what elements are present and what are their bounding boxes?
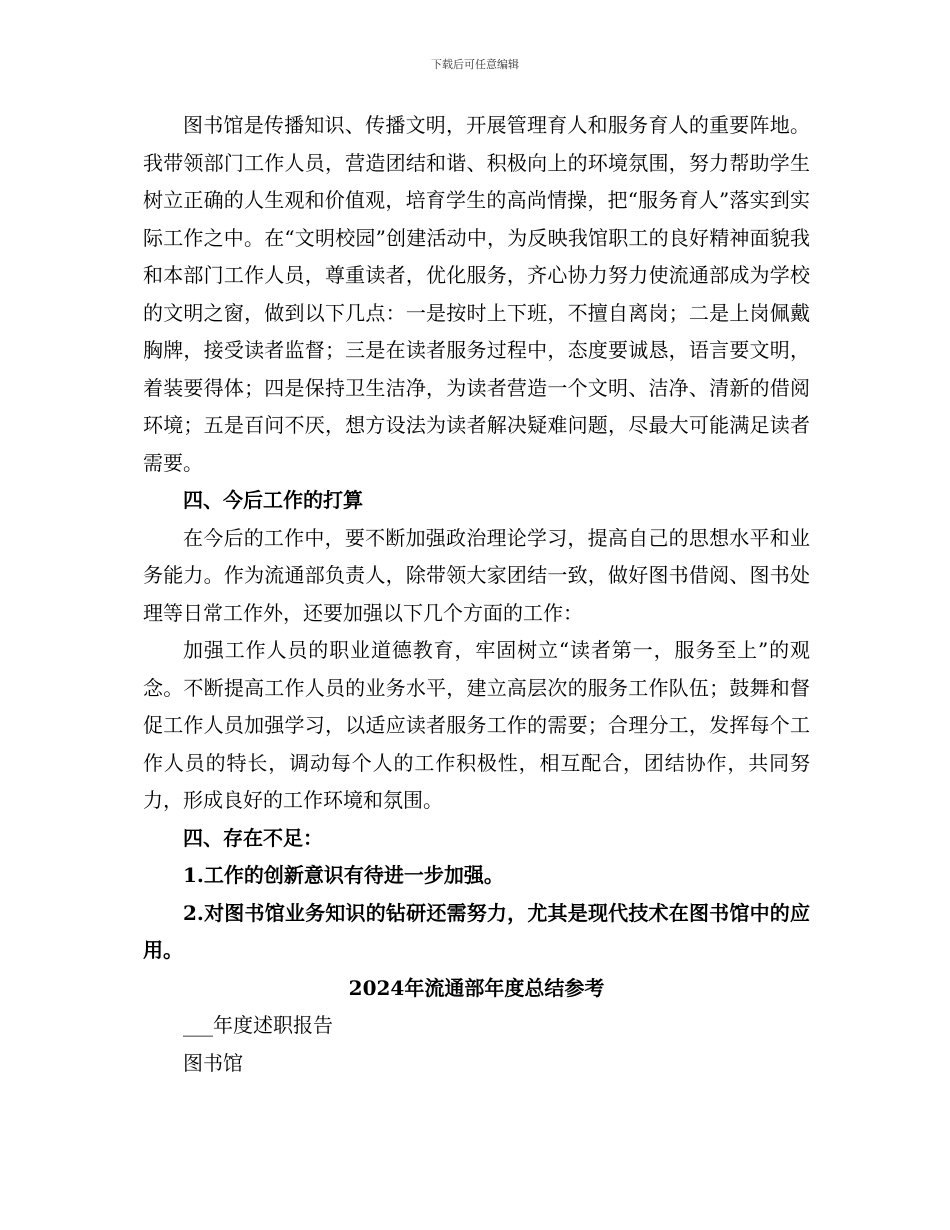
shortcoming-item-2: 2.对图书馆业务知识的钻研还需努力，尤其是现代技术在图书馆中的应用。 [143, 900, 810, 962]
document-title: 2024年流通部年度总结参考 [348, 975, 605, 1000]
document-body [143, 107, 810, 1082]
library-line: 图书馆 [183, 1050, 243, 1075]
paragraph-staff-education: 加强工作人员的职业道德教育，牢固树立“读者第一，服务至上”的观念。不断提高工作人员的业务水平，建立高层次的服务工作队伍；鼓舞和督促工作人员加强学习，以适应读者服务工作的需要；合理分工，发挥每个工作人员的特长，调动每个人的工作积极性，相互配合，团结协作，共同努力，形成良好的工作环境和氛围。 [143, 638, 810, 812]
page-header: 下载后可任意编辑 [431, 58, 519, 71]
paragraph-future-work: 在今后的工作中，要不断加强政治理论学习，提高自己的思想水平和业务能力。作为流通部负责人，除带领大家团结一致，做好图书借阅、图书处理等日常工作外，还要加强以下几个方面的工作： [143, 525, 810, 625]
report-line: ___年度述职报告 [183, 1013, 333, 1037]
paragraph-library-role: 图书馆是传播知识、传播文明，开展管理育人和服务育人的重要阵地。我带领部门工作人员，营造团结和谐、积极向上的环境氛围，努力帮助学生树立正确的人生观和价值观，培育学生的高尚情操，把“服务育人”落实到实际工作之中。在“文明校园”创建活动中，为反映我馆职工的良好精神面貌我和本部门工作人员，尊重读者，优化服务，齐心协力努力使流通部成为学校的文明之窗，做到以下几点：一是按时上下班，不擅自离岗；二是上岗佩戴胸牌，接受读者监督；三是在读者服务过程中，态度要诚恳，语言要文明，着装要得体；四是保持卫生洁净，为读者营造一个文明、洁净、清新的借阅环境；五是百问不厌，想方设法为读者解决疑难问题，尽最大可能满足读者需要。 [143, 113, 810, 475]
heading-future-plan: 四、今后工作的打算 [183, 488, 363, 512]
heading-shortcomings: 四、存在不足： [183, 825, 323, 850]
shortcoming-item-1: 1.工作的创新意识有待进一步加强。 [183, 863, 504, 887]
